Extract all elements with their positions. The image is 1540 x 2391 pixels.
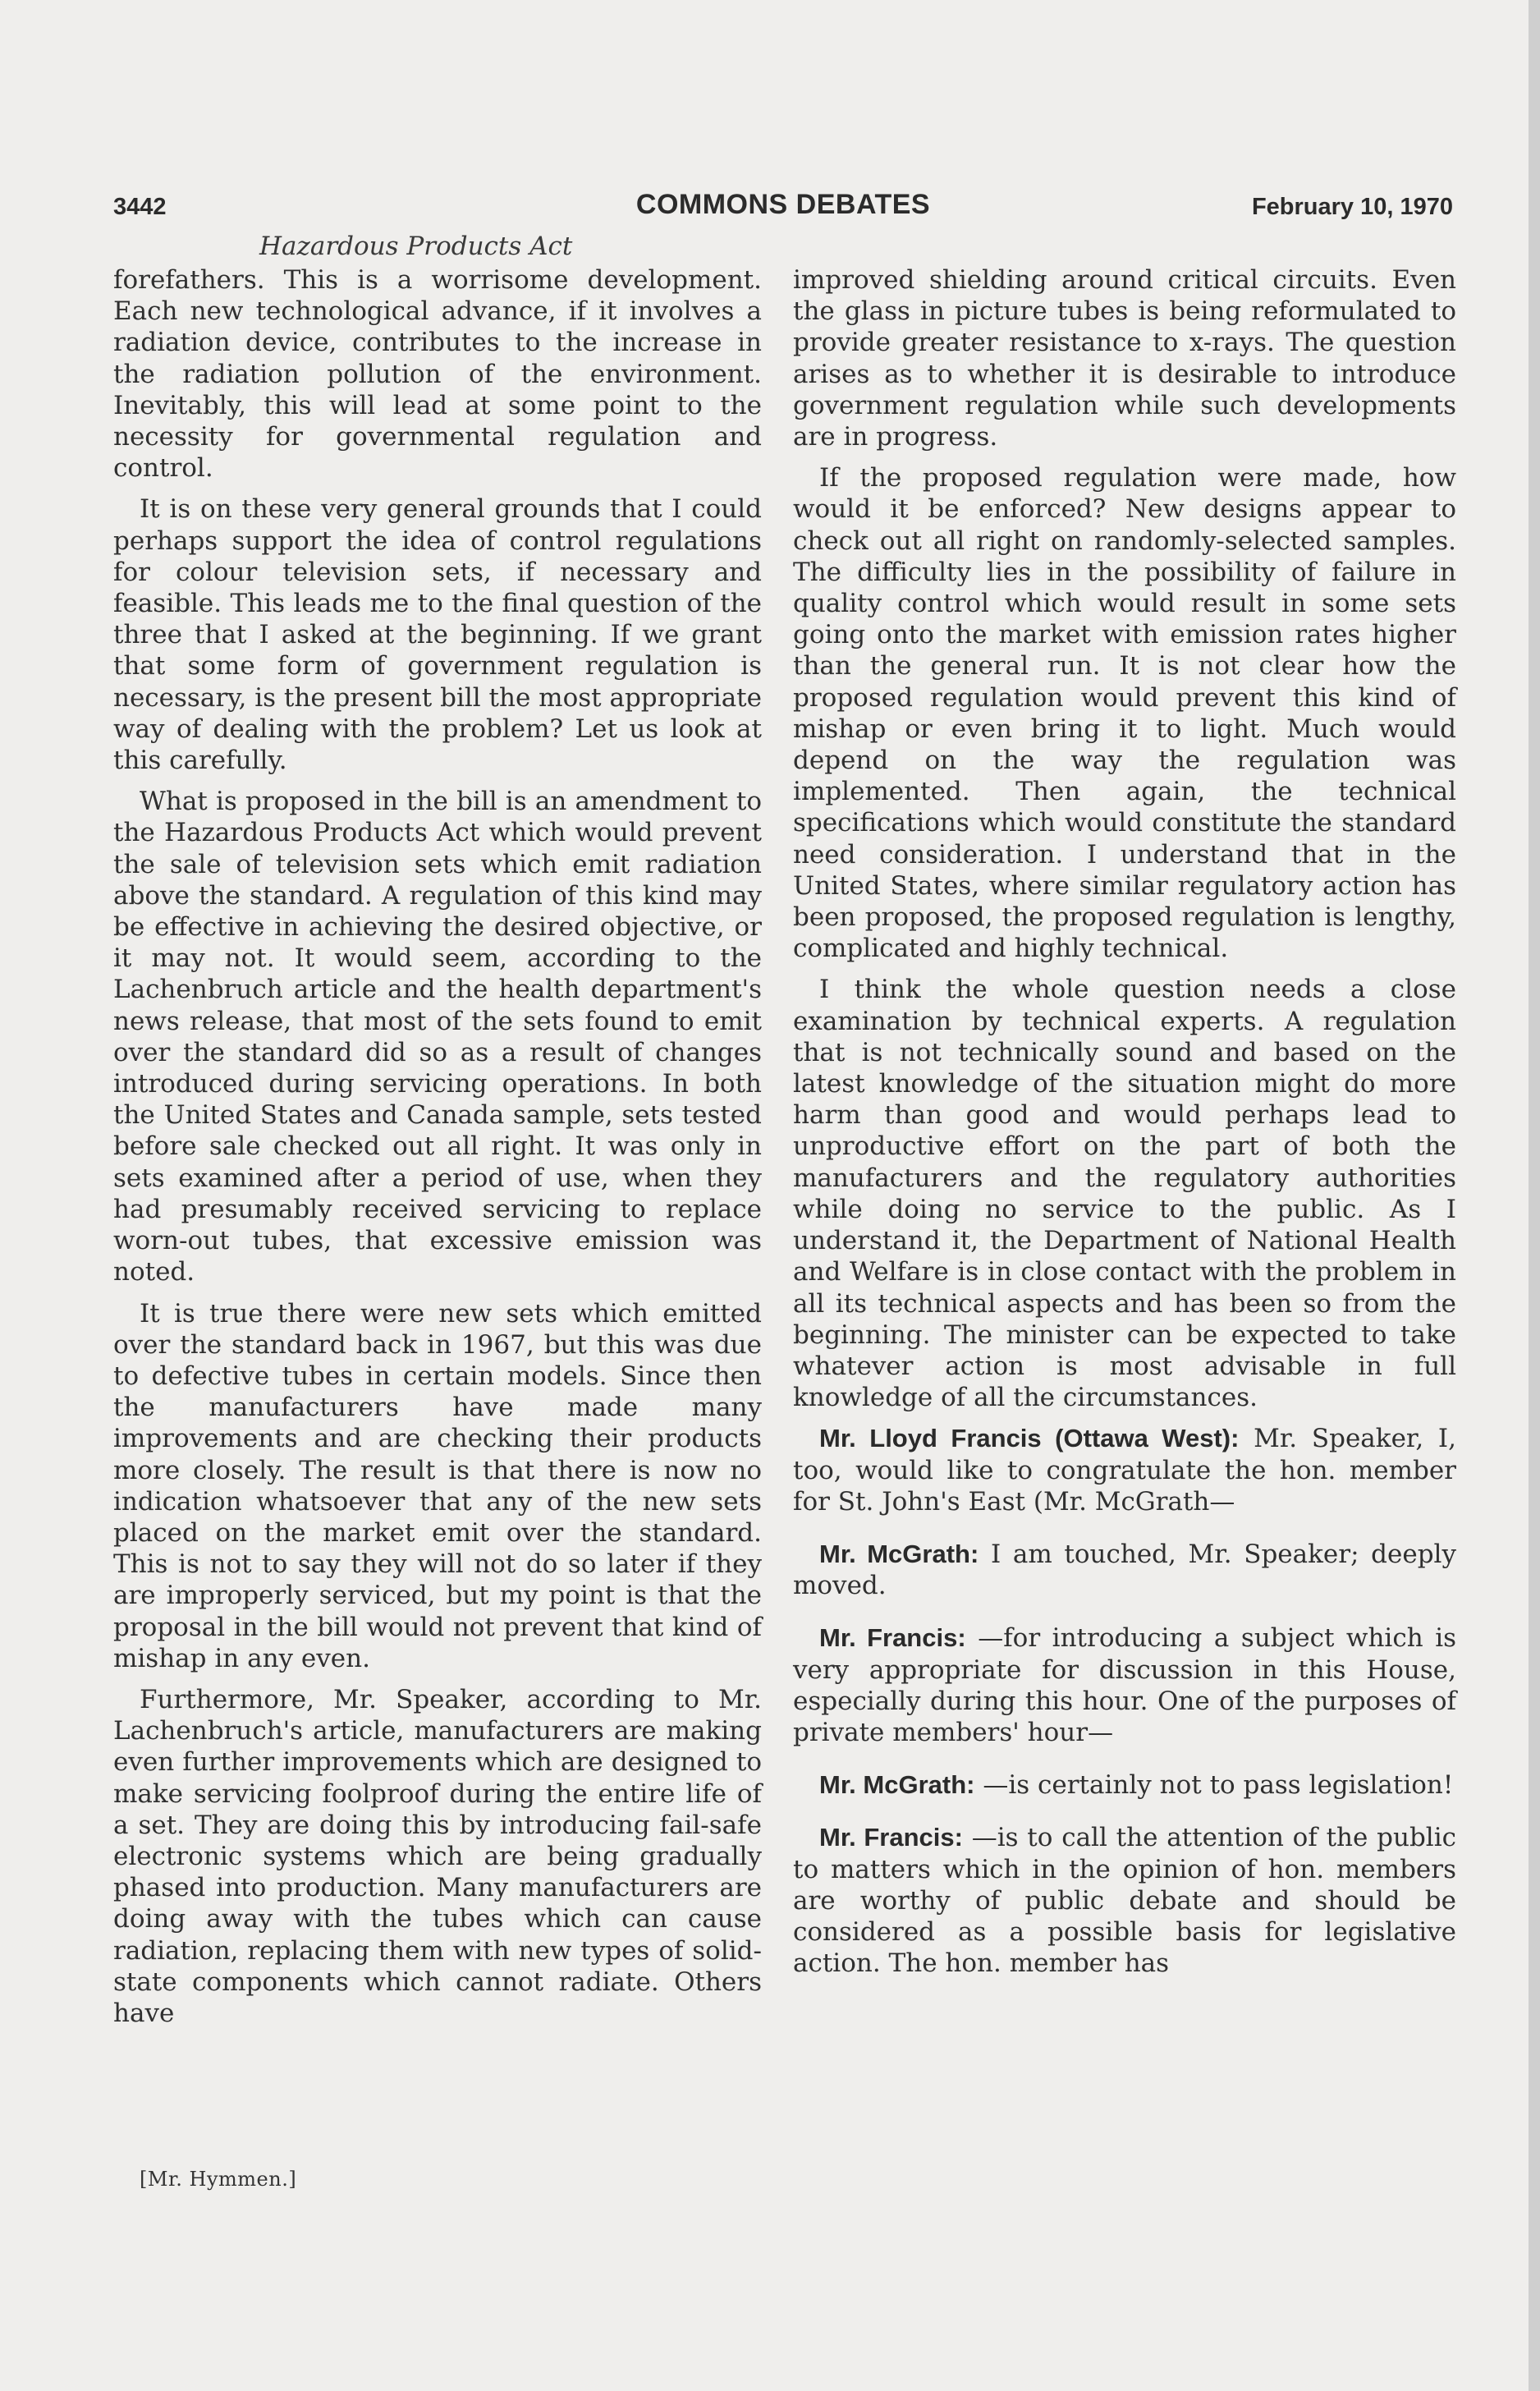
speech-paragraph [793,1822,1456,1979]
paragraph: If the proposed regulation were made, how would it be enforced? New designs appear to check out all right on randomly-selected samples. The difficulty lies in the possibility of failure in quality control which would result in some sets going onto the market with emission rates higher than the general run. It is not clear how the proposed regulation would prevent this kind of mishap or even bring it to light. Much would depend on the way the regulation was implemented. Then again, the technical specifications which would constitute the standard need consideration. I understand that in the United States, where similar regulatory action has been proposed, the proposed regulation is lengthy, complicated and highly technical. [793,463,1456,964]
speech-paragraph [793,1622,1456,1748]
speech-text: —is certainly not to pass legislation! [983,1770,1454,1801]
paragraph: forefathers. This is a worrisome development. Each new technological advance, if it involves a radiation device, contributes to the increase in the radiation pollution of the environment. Inevitably, this will lead at some point to the necessity for governmental regulation and control. [113,265,762,484]
page-header [113,189,1453,230]
speaker-name: Mr. Francis: [819,1623,966,1653]
page-edge [1529,0,1540,2391]
speaker-footnote: [Mr. Hymmen.] [140,2168,297,2191]
speech-text: —for introducing a subject which is very appropriate for discussion in this House, especially during this hour. One of the purposes of private members' hour— [793,1623,1457,1747]
page-number: 3442 [113,194,167,220]
left-column [113,264,762,2039]
speaker-name: Mr. McGrath: [819,1539,979,1568]
speech-paragraph [793,1423,1456,1517]
paragraph: Furthermore, Mr. Speaker, according to Mr. Lachenbruch's article, manufacturers are making even further improvements which are designed to make servicing foolproof during the entire life of a set. They are doing this by introducing fail-safe electronic systems which are being gradually phased into production. Many manufacturers are doing away with the tubes which can cause radiation, replacing them with new types of solid-state components which cannot radiate. Others have [113,1684,762,2028]
speech-text: Mr. Speaker, I, too, would like to congratulate the hon. member for St. John's East (Mr. McGrath— [793,1424,1456,1517]
paragraph: It is true there were new sets which emitted over the standard back in 1967, but this was due to defective tubes in certain models. Since then the manufacturers have made many improvements and are checking their products more closely. The result is that there is now no indication whatsoever that any of the new sets placed on the market emit over the standard. This is not to say they will not do so later if they are improperly serviced, but my point is that the proposal in the bill would not prevent that kind of mishap in any even. [113,1298,762,1673]
speech-paragraph [793,1539,1456,1601]
speech-paragraph [793,1769,1456,1801]
paragraph: I think the whole question needs a close examination by technical experts. A regulation that is not technically sound and based on the latest knowledge of the situation might do more harm than good and would perhaps lead to unproductive effort on the part of both the manufacturers and the regulatory authorities while doing no service to the public. As I understand it, the Department of National Health and Welfare is in close contact with the problem in all its technical aspects and has been so from the beginning. The minister can be expected to take whatever action is most advisable in full knowledge of all the circumstances. [793,975,1456,1413]
speaker-name: Mr. McGrath: [819,1770,975,1800]
speech-text: I am touched, Mr. Speaker; deeply moved. [793,1539,1456,1601]
paragraph: improved shielding around critical circuits. Even the glass in picture tubes is being reformulated to provide greater resistance to x-rays. The question arises as to whether it is desirable to introduce government regulation while such developments are in progress. [793,265,1456,452]
speaker-name: Mr. Francis: [819,1823,963,1852]
speech-text: —is to call the attention of the public to matters which in the opinion of hon. members are worthy of public debate and should be considered as a possible basis for legislative action. The hon. member has [793,1823,1456,1979]
section-subheading: Hazardous Products Act [259,232,573,261]
paragraph: It is on these very general grounds that I could perhaps support the idea of control regulations for colour television sets, if necessary and feasible. This leads me to the final question of the three that I asked at the beginning. If we grant that some form of government regulation is necessary, is the present bill the most appropriate way of dealing with the problem? Let us look at this carefully. [113,494,762,776]
journal-title: COMMONS DEBATES [635,189,931,220]
paragraph: What is proposed in the bill is an amendment to the Hazardous Products Act which would prevent the sale of television sets which emit radiation above the standard. A regulation of this kind may be effective in achieving the desired objective, or it may not. It would seem, according to the Lachenbruch article and the health department's news release, that most of the sets found to emit over the standard did so as a result of changes introduced during servicing operations. In both the United States and Canada sample, sets tested before sale checked out all right. It was only in sets examined after a period of use, when they had presumably received servicing to replace worn-out tubes, that excessive emission was noted. [113,787,762,1287]
speaker-name: Mr. Lloyd Francis (Ottawa West): [819,1424,1240,1453]
page-date: February 10, 1970 [1251,194,1453,220]
right-column [793,264,1456,2000]
